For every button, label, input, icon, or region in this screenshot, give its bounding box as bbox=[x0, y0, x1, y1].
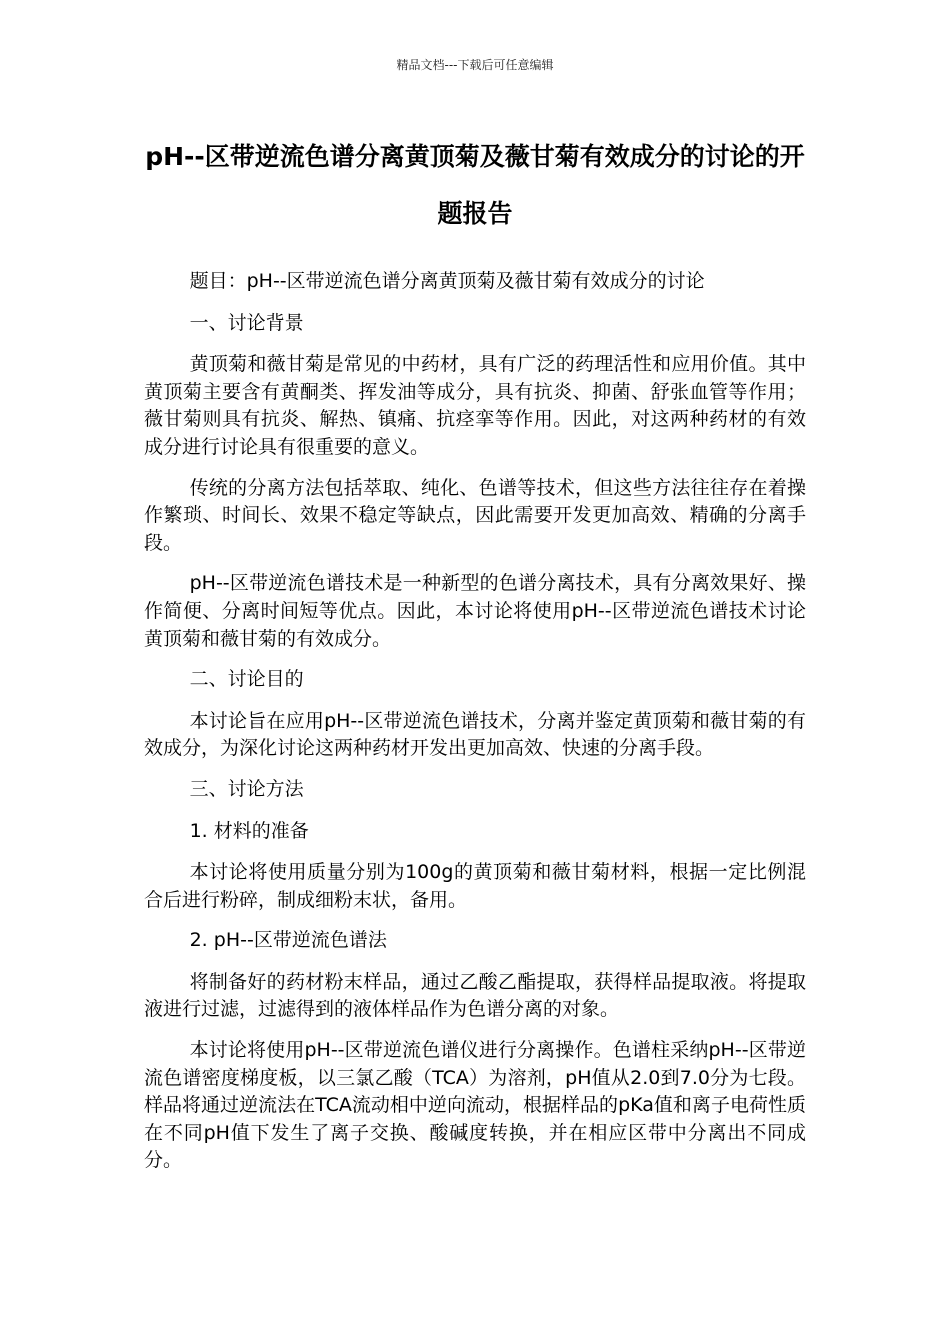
paragraph: 本讨论将使用pH--区带逆流色谱仪进行分离操作。色谱柱采纳pH--区带逆流色谱密度梯度板，以三氯乙酸（TCA）为溶剂，pH值从2.0到7.0分为七段。样品将通过逆流法在TCA流动相中逆向流动，根据样品的pKa值和离子电荷性质在不同pH值下发生了离子交换、酸碱度转换，并在相应区带中分离出不同成分。 bbox=[144, 1039, 806, 1172]
subsection-heading-materials: 1. 材料的准备 bbox=[189, 819, 309, 842]
section-heading-methods: 三、讨论方法 bbox=[189, 777, 304, 800]
paragraph: 传统的分离方法包括萃取、纯化、色谱等技术，但这些方法往往存在着操作繁琐、时间长、效果不稳定等缺点，因此需要开发更加高效、精确的分离手段。 bbox=[144, 476, 806, 554]
subsection-heading-chromatography: 2. pH--区带逆流色谱法 bbox=[189, 929, 387, 952]
paragraph: pH--区带逆流色谱技术是一种新型的色谱分离技术，具有分离效果好、操作简便、分离时间短等优点。因此，本讨论将使用pH--区带逆流色谱技术讨论黄顶菊和薇甘菊的有效成分。 bbox=[144, 572, 806, 650]
subject-line: 题目：pH--区带逆流色谱分离黄顶菊及薇甘菊有效成分的讨论 bbox=[189, 270, 705, 292]
section-heading-purpose: 二、讨论目的 bbox=[189, 668, 304, 691]
header-note: 精品文档---下载后可任意编辑 bbox=[396, 58, 554, 72]
document-body bbox=[144, 268, 806, 1188]
section-heading-background: 一、讨论背景 bbox=[189, 311, 304, 334]
paragraph: 本讨论将使用质量分别为100g的黄顶菊和薇甘菊材料，根据一定比例混合后进行粉碎，制成细粉末状，备用。 bbox=[144, 861, 806, 911]
paragraph: 黄顶菊和薇甘菊是常见的中药材，具有广泛的药理活性和应用价值。其中黄顶菊主要含有黄酮类、挥发油等成分，具有抗炎、抑菌、舒张血管等作用；薇甘菊则具有抗炎、解热、镇痛、抗痉挛等作用。因此，对这两种药材的有效成分进行讨论具有很重要的意义。 bbox=[144, 353, 806, 458]
document-title: pH--区带逆流色谱分离黄顶菊及薇甘菊有效成分的讨论的开题报告 bbox=[145, 142, 805, 228]
paragraph: 将制备好的药材粉末样品，通过乙酸乙酯提取，获得样品提取液。将提取液进行过滤，过滤得到的液体样品作为色谱分离的对象。 bbox=[144, 970, 806, 1021]
paragraph: 本讨论旨在应用pH--区带逆流色谱技术，分离并鉴定黄顶菊和薇甘菊的有效成分，为深化讨论这两种药材开发出更加高效、快速的分离手段。 bbox=[144, 709, 806, 760]
